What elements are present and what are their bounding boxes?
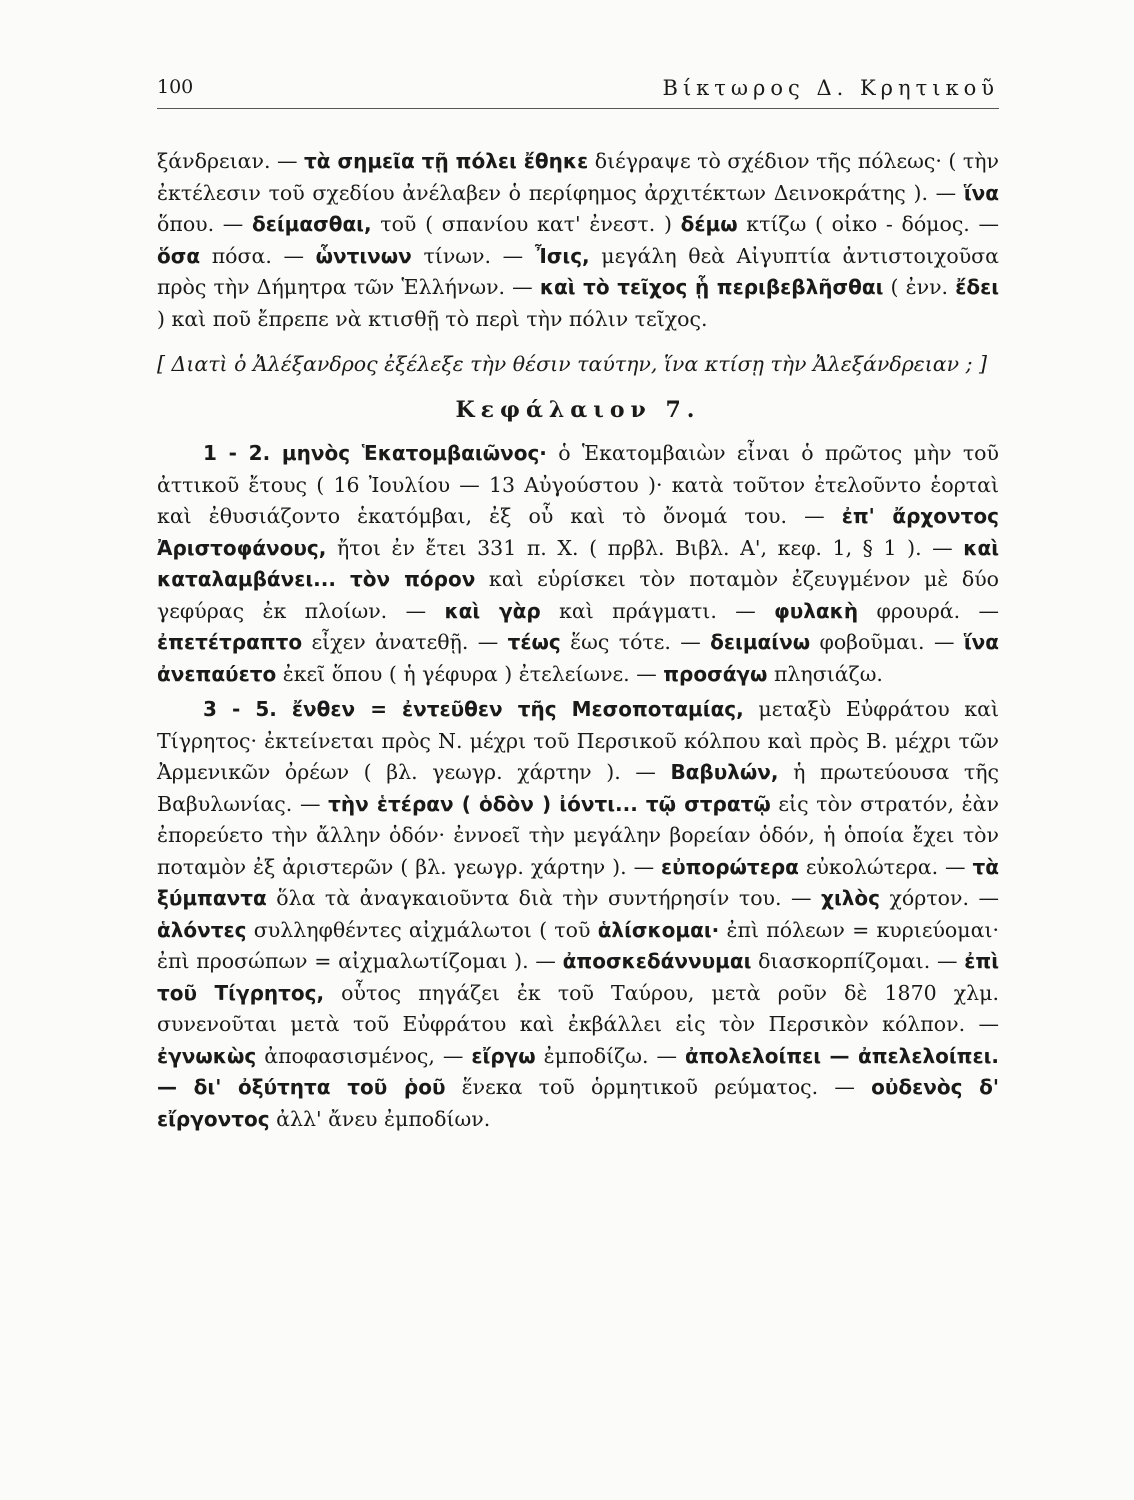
study-question: [ Διατὶ ὁ Ἀλέξανδρος ἐξέλεξε τὴν θέσιν ταύτην, ἵνα κτίσῃ τὴν Ἀλεξάνδρειαν ; ] [157,352,988,376]
gloss-text: οὗτος πηγάζει ἐκ τοῦ Ταύρου, μετὰ ροῦν δὲ 1870 χλμ. συνενοῦται μετὰ τοῦ Εὐφράτου καὶ ἐκβάλλει εἰς τὸν Περσικὸν κόλπον. — [157,980,999,1036]
gloss-text: ( ἐνν. [883,275,956,299]
lemma: ἀπολελοίπει — ἀπελελοίπει. — δι' ὀξύτητα τοῦ ῥοῦ [157,1043,1000,1099]
lemma: δείμασθαι, [252,212,372,236]
gloss-text: πλησιάζω. [767,661,883,686]
gloss-text: διέγραψε τὸ σχέδιον τῆς πόλεως· ( τὴν ἐκτέλεσιν τοῦ σχεδίου ἀνέλαβεν ὁ περίφημος ἀρχιτέκτων Δεινοκράτης ). — [157,149,999,205]
gloss-text: καὶ πράγματι. — [540,598,775,623]
gloss-text: εἶχεν ἀνατεθῇ. — [302,630,508,654]
gloss-text: καὶ εὑρίσκει τὸν ποταμὸν ἐζευγμένον μὲ δύο γεφύρας ἐκ πλοίων. — [157,567,1000,623]
gloss-text: ἐμποδίζω. — [535,1043,686,1068]
lemma: ἐπετέτραπτο [157,630,303,654]
gloss-text: ὁ Ἑκατομβαιὼν εἶναι ὁ πρῶτος μὴν τοῦ ἀττικοῦ ἔτους ( 16 Ἰουλίου — 13 Αὐγούστου )· κατὰ τοῦτον ἐτελοῦντο ἑορταὶ καὶ ἐθυσιάζοντο ἑκατόμβαι, ἐξ οὗ καὶ τὸ ὄνομά του. — [157,441,999,528]
lemma: ἵνα [963,180,999,205]
lemma: ἔδει [955,275,1000,299]
lemma: ἐπ' ἄρχοντος Ἀριστοφάνους, [157,504,1000,560]
page-body [157,146,999,1135]
gloss-text: μεταξὺ Εὐφράτου καὶ Τίγρητος· ἐκτείνεται πρὸς Ν. μέχρι τοῦ Περσικοῦ κόλπου καὶ πρὸς Β. μέχρι τῶν Ἀρμενικῶν ὀρέων ( βλ. γεωγρ. χάρτην ). — [157,697,999,784]
gloss-text: ἐκεῖ ὅπου ( ἡ γέφυρα ) ἐτελείωνε. — [276,661,664,686]
lemma: τὴν ἑτέραν ( ὁδὸν ) ἰόντι... τῷ στρατῷ [328,791,771,816]
gloss-text: διασκορπίζομαι. — [751,949,965,973]
gloss-text: κτίζω ( οἰκο - δόμος. — [737,212,1000,236]
gloss-text: ἀποφασισμένος, — [256,1043,472,1068]
gloss-text: ὅπου. — [157,212,252,236]
gloss-text: συλληφθέντες αἰχμάλωτοι ( τοῦ [246,917,598,942]
gloss-text: ἡ πρωτεύουσα τῆς Βαβυλωνίας. — [157,760,999,816]
gloss-text: πόσα. — [200,243,316,268]
lemma: ἵνα ἀνεπαύετο [157,630,999,686]
lemma: ἐπὶ τοῦ Τίγρητος, [157,949,999,1005]
chapter-heading: Κεφάλαιον 7. [455,396,701,423]
gloss-text: ) καὶ ποῦ ἔπρεπε νὰ κτισθῇ τὸ περὶ τὴν πόλιν τεῖχος. [157,306,708,331]
gloss-text: ἕως τότε. — [560,630,711,654]
gloss-text: ὅλα τὰ ἀναγκαιοῦντα διὰ τὴν συντήρησίν του. — [266,886,822,910]
gloss-text: χόρτον. — [880,886,999,910]
lemma: τέως [507,630,561,654]
lemma: φυλακὴ [774,598,859,623]
lemma: ὧντινων [315,243,412,268]
lemma: τὰ σημεῖα τῇ πόλει ἔθηκε [304,149,589,173]
lemma: Βαβυλών, [670,760,779,784]
gloss-text: μεγάλη θεὰ Αἰγυπτία ἀντιστοιχοῦσα πρὸς τὴν Δήμητρα τῶν Ἑλλήνων. — [157,243,999,299]
lemma: ἁλόντες [157,917,247,942]
gloss-text: φοβοῦμαι. — [810,630,964,654]
lemma: οὐδενὸς δ' εἴργοντος [157,1075,999,1131]
lemma: προσάγω [663,661,768,686]
gloss-text: τίνων. — [411,243,535,268]
lemma: εὐπορώτερα [661,854,799,879]
lemma: ἐγνωκὼς [157,1043,257,1068]
gloss-text: εἰς τὸν στρατόν, ἐὰν ἐπορεύετο τὴν ἄλλην ὁδόν· ἐννοεῖ τὴν μεγάλην βορείαν ὁδόν, ἡ ὁποία ἔχει τὸν ποταμὸν ἐξ ἀριστερῶν ( βλ. γεωγρ. χάρτην ). — [157,791,999,879]
gloss-text: τοῦ ( σπανίου κατ' ἐνεστ. ) [371,212,681,236]
lemma: καὶ γὰρ [444,598,541,623]
commentary-paragraph-3 [157,694,999,1135]
gloss-text: ἀλλ' ἄνευ ἐμποδίων. [269,1106,491,1131]
lemma: Ἶσις, [534,243,590,268]
lemma: χιλὸς [821,886,880,910]
lemma: ἁλίσκομαι· [597,917,720,942]
gloss-text: ἤτοι ἐν ἔτει 331 π. Χ. ( πρβλ. Βιβλ. Α', κεφ. 1, § 1 ). — [326,535,964,560]
lemma: τὰ ξύμπαντα [157,854,999,910]
gloss-text: ἕνεκα τοῦ ὁρμητικοῦ ρεύματος. — [445,1075,872,1099]
page-number: 100 [157,76,194,98]
running-title: Βίκτωρος Δ. Κρητικοῦ [662,76,999,100]
page-header [157,70,999,109]
lemma: καὶ τὸ τεῖχος ᾗ περιβεβλῆσθαι [539,275,884,299]
lemma: ὅσα [157,243,201,268]
lemma: 3 - 5. ἔνθεν = ἐντεῦθεν τῆς Μεσοποταμίας, [203,697,744,721]
commentary-paragraph-1 [157,146,999,335]
gloss-text: φρουρά. — [858,598,999,623]
lemma: καὶ καταλαμβάνει... τὸν πόρον [157,535,999,591]
gloss-text: ξάνδρειαν. — [157,149,305,173]
gloss-text: εὐκολώτερα. — [798,854,973,879]
lemma: δέμω [680,212,738,236]
lemma: δειμαίνω [710,630,811,654]
lemma: εἴργω [471,1043,536,1068]
lemma: ἀποσκεδάννυμαι [562,949,752,973]
gloss-text: ἐπὶ πόλεων = κυριεύομαι· ἐπὶ προσώπων = αἰχμαλωτίζομαι ). — [157,917,999,973]
commentary-paragraph-2 [157,438,999,690]
lemma: 1 - 2. μηνὸς Ἑκατομβαιῶνος· [203,441,547,465]
